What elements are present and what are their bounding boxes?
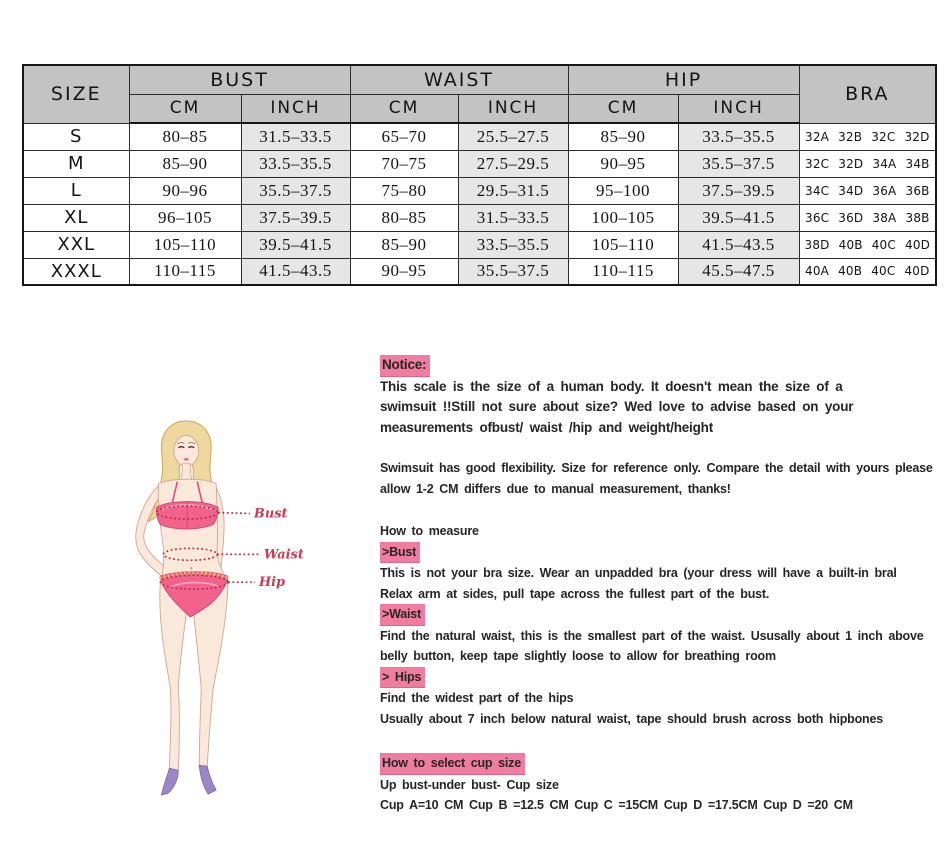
hip-cm-value: 100–105 — [568, 204, 678, 231]
cup-size-heading-highlight: How to select cup size — [380, 753, 525, 775]
hip-cm-value: 85–90 — [568, 123, 678, 150]
bust-cm-value: 110–115 — [129, 258, 241, 285]
notice-line: This scale is the size of a human body. It doesn't mean the size of a — [380, 378, 843, 394]
bust-inch-value: 31.5–33.5 — [241, 123, 350, 150]
hip-label: Hip — [258, 575, 286, 591]
cup-size-line: Cup A=10 CM Cup B =12.5 CM Cup C =15CM Cup D =17.5CM Cup D =20 CM — [380, 798, 853, 812]
bra-value: 40A 40B 40C 40D — [799, 258, 936, 285]
measurement-figure-illustration — [112, 418, 372, 816]
bust-cm-header: CM — [129, 94, 241, 123]
bra-value: 36C 36D 38A 38B — [799, 204, 936, 231]
col-header-bust: BUST — [129, 65, 350, 94]
bust-heading — [380, 542, 945, 564]
hip-inch-value: 37.5–39.5 — [678, 177, 799, 204]
waist-inch-value: 35.5–37.5 — [458, 258, 568, 285]
waist-cm-value: 90–95 — [350, 258, 458, 285]
hips-heading — [380, 667, 945, 689]
waist-inch-value: 25.5–27.5 — [458, 123, 568, 150]
hip-inch-header: INCH — [678, 94, 799, 123]
bust-cm-value: 96–105 — [129, 204, 241, 231]
cup-size-line: Up bust-under bust- Cup size — [380, 777, 559, 792]
waist-cm-value: 80–85 — [350, 204, 458, 231]
waist-inch-value: 33.5–35.5 — [458, 231, 568, 258]
hips-instruction-line: Find the widest part of the hips — [380, 691, 574, 705]
waist-inch-header: INCH — [458, 94, 568, 123]
hip-cm-value: 90–95 — [568, 150, 678, 177]
notice-heading — [380, 355, 945, 377]
waist-label: Waist — [263, 547, 304, 563]
size-value: M — [23, 150, 129, 177]
bra-value: 32A 32B 32C 32D — [799, 123, 936, 150]
bust-instruction-line: This is not your bra size. Wear an unpadded bra (your dress will have a built-in bral — [380, 566, 897, 580]
flexibility-line: Swimsuit has good flexibility. Size for reference only. Compare the detail with yours please — [380, 461, 933, 475]
hip-inch-value: 41.5–43.5 — [678, 231, 799, 258]
bust-inch-value: 35.5–37.5 — [241, 177, 350, 204]
waist-inch-value: 31.5–33.5 — [458, 204, 568, 231]
table-row — [23, 177, 936, 204]
size-value: S — [23, 123, 129, 150]
size-value: L — [23, 177, 129, 204]
size-value: XL — [23, 204, 129, 231]
bust-cm-value: 80–85 — [129, 123, 241, 150]
table-row — [23, 258, 936, 285]
table-header-row-groups — [23, 65, 936, 94]
hip-cm-value: 110–115 — [568, 258, 678, 285]
bust-inch-header: INCH — [241, 94, 350, 123]
col-header-size: SIZE — [23, 65, 129, 123]
figure-left-shoe — [161, 768, 178, 795]
hip-inch-value: 39.5–41.5 — [678, 204, 799, 231]
hips-instruction-line: Usually about 7 inch below natural waist, tape should brush across both hipbones — [380, 711, 883, 726]
figure-head — [174, 435, 199, 466]
figure-lips — [184, 458, 189, 461]
hip-inch-value: 33.5–35.5 — [678, 123, 799, 150]
hips-heading-highlight: > Hips — [380, 667, 425, 689]
bust-heading-highlight: >Bust — [380, 542, 420, 564]
waist-inch-value: 29.5–31.5 — [458, 177, 568, 204]
col-header-waist: WAIST — [350, 65, 568, 94]
waist-instruction-line: belly button, keep tape slightly loose to allow for breathing room — [380, 649, 776, 663]
bust-cm-value: 105–110 — [129, 231, 241, 258]
how-to-measure-heading: How to measure — [380, 524, 479, 538]
bra-value: 32C 32D 34A 34B — [799, 150, 936, 177]
figure-neck — [180, 464, 192, 481]
waist-cm-value: 70–75 — [350, 150, 458, 177]
bust-label: Bust — [253, 506, 288, 522]
notice-line: swimsuit !!Still not sure about size? Wed love to advise based on your — [380, 399, 854, 414]
hip-cm-value: 95–100 — [568, 177, 678, 204]
flexibility-line: allow 1-2 CM differs due to manual measurement, thanks! — [380, 481, 731, 496]
waist-cm-value: 65–70 — [350, 123, 458, 150]
bust-cm-value: 85–90 — [129, 150, 241, 177]
size-value: XXL — [23, 231, 129, 258]
waist-cm-value: 75–80 — [350, 177, 458, 204]
bra-value: 38D 40B 40C 40D — [799, 231, 936, 258]
bust-inch-value: 39.5–41.5 — [241, 231, 350, 258]
hip-inch-value: 35.5–37.5 — [678, 150, 799, 177]
size-value: XXXL — [23, 258, 129, 285]
waist-cm-header: CM — [350, 94, 458, 123]
bust-inch-value: 37.5–39.5 — [241, 204, 350, 231]
hip-cm-value: 105–110 — [568, 231, 678, 258]
waist-cm-value: 85–90 — [350, 231, 458, 258]
bust-leader-line — [218, 513, 250, 514]
bust-instruction-line: Relax arm at sides, pull tape across the fullest part of the bust. — [380, 586, 770, 601]
table-row — [23, 123, 936, 150]
table-row — [23, 231, 936, 258]
figure-right-shoe — [199, 765, 216, 794]
col-header-hip: HIP — [568, 65, 799, 94]
figure-navel — [190, 567, 192, 569]
instructions-column — [380, 355, 945, 816]
table-row — [23, 204, 936, 231]
cup-size-heading — [380, 753, 945, 775]
notice-line: measurements ofbust/ waist /hip and weight/height — [380, 419, 713, 435]
table-row — [23, 150, 936, 177]
bust-cm-value: 90–96 — [129, 177, 241, 204]
notice-heading-highlight: Notice: — [380, 355, 430, 377]
size-table — [22, 64, 937, 286]
hip-cm-header: CM — [568, 94, 678, 123]
hip-inch-value: 45.5–47.5 — [678, 258, 799, 285]
bust-inch-value: 41.5–43.5 — [241, 258, 350, 285]
waist-heading-highlight: >Waist — [380, 604, 425, 626]
bust-inch-value: 33.5–35.5 — [241, 150, 350, 177]
bra-value: 34C 34D 36A 36B — [799, 177, 936, 204]
waist-instruction-line: Find the natural waist, this is the smallest part of the waist. Ususally about 1 inch above — [380, 628, 924, 643]
waist-inch-value: 27.5–29.5 — [458, 150, 568, 177]
waist-heading — [380, 604, 945, 626]
col-header-bra: BRA — [799, 65, 936, 123]
